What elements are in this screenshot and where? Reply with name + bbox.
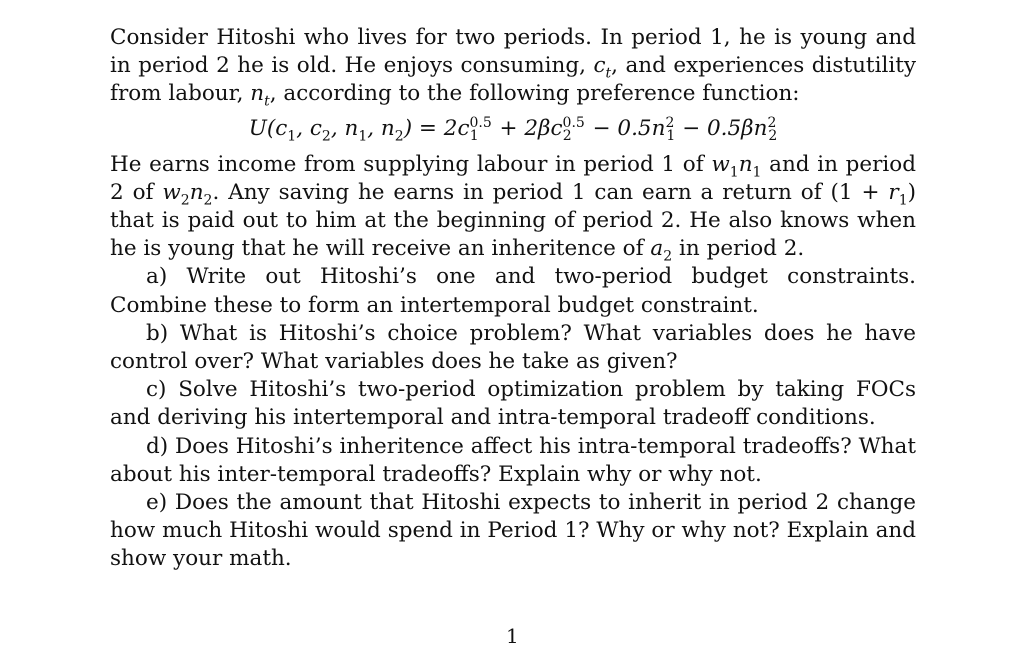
eq-term: − 0.5βn <box>675 115 768 141</box>
eq-term: − 0.5n <box>585 115 666 141</box>
eq-sup: 2 <box>767 114 777 131</box>
question-e: e) Does the amount that Hitoshi expects to inherit in period 2 change how much Hitoshi would spend in Period 1? Why or why not? Explain and show your math. <box>110 490 916 572</box>
eq-sep: , n <box>330 115 359 141</box>
intro-paragraph <box>110 24 916 109</box>
eq-sup: 0.5 <box>469 114 492 131</box>
eq-sub: 1 <box>287 127 297 144</box>
eq-sub: 2 <box>768 127 778 144</box>
sub: 2 <box>203 192 213 209</box>
sub-t: t <box>605 65 612 82</box>
body-text: and in period 2 of <box>110 151 916 205</box>
sub: 1 <box>898 192 908 209</box>
body-text: in period 2. <box>672 236 805 262</box>
var-a: a <box>650 236 664 262</box>
var-c: c <box>593 53 606 79</box>
var-n: n <box>189 179 204 205</box>
question-b: b) What is Hitoshi’s choice problem? What variables does he have control over? What variables does he take as given? <box>110 320 916 375</box>
eq-close: ) = 2c <box>403 115 470 141</box>
eq-sub: 2 <box>562 127 572 144</box>
intro-text-1: Consider Hitoshi who lives for two periods. In period 1, he is young and in period 2 he is old. He enjoys consuming, <box>110 25 916 79</box>
eq-sub: 1 <box>469 127 479 144</box>
eq-sub: 1 <box>358 127 368 144</box>
eq-sup: 0.5 <box>562 114 585 131</box>
var-n: n <box>738 151 753 177</box>
eq-sub: 1 <box>666 127 676 144</box>
eq-sub: 2 <box>394 127 404 144</box>
document-page <box>110 24 916 574</box>
eq-args: (c <box>266 115 288 141</box>
eq-sep: , c <box>296 115 322 141</box>
var-w: w <box>162 179 181 205</box>
sub: 2 <box>663 248 673 265</box>
income-paragraph <box>110 151 916 264</box>
intro-text-2: , and experiences distutility from labour, <box>110 53 916 107</box>
sub: 1 <box>752 163 762 180</box>
var-w: w <box>711 151 730 177</box>
var-r: r <box>888 179 899 205</box>
eq-sup: 2 <box>665 114 675 131</box>
eq-sep: , n <box>367 115 395 141</box>
eq-func: U <box>248 115 267 141</box>
question-d: d) Does Hitoshi’s inheritence affect his intra-temporal tradeoffs? What about his inter-temporal tradeoffs? Explain why or why not. <box>110 433 916 487</box>
body-text: He earns income from supplying labour in period 1 of <box>110 151 712 177</box>
eq-term: + 2βc <box>492 115 563 141</box>
body-text: ) that is paid out to him at the beginning of period 2. He also knows when he is young that he will receive an inheritence of <box>110 179 916 262</box>
question-a: a) Write out Hitoshi’s one and two-period budget constraints. Combine these to form an intertemporal budget constraint. <box>110 264 916 318</box>
sub: 1 <box>729 163 739 180</box>
question-c: c) Solve Hitoshi’s two-period optimization problem by taking FOCs and deriving his intertemporal and intra-temporal tradeoff conditions. <box>110 377 916 431</box>
eq-sub: 2 <box>321 127 331 144</box>
intro-text-3: , according to the following preference function: <box>269 81 800 107</box>
var-n: n <box>250 81 265 107</box>
sub: 2 <box>180 192 190 209</box>
utility-equation <box>110 115 916 143</box>
page-number: 1 <box>506 624 519 648</box>
body-text: . Any saving he earns in period 1 can earn a return of (1 + <box>212 179 889 205</box>
sub-t: t <box>264 93 270 110</box>
